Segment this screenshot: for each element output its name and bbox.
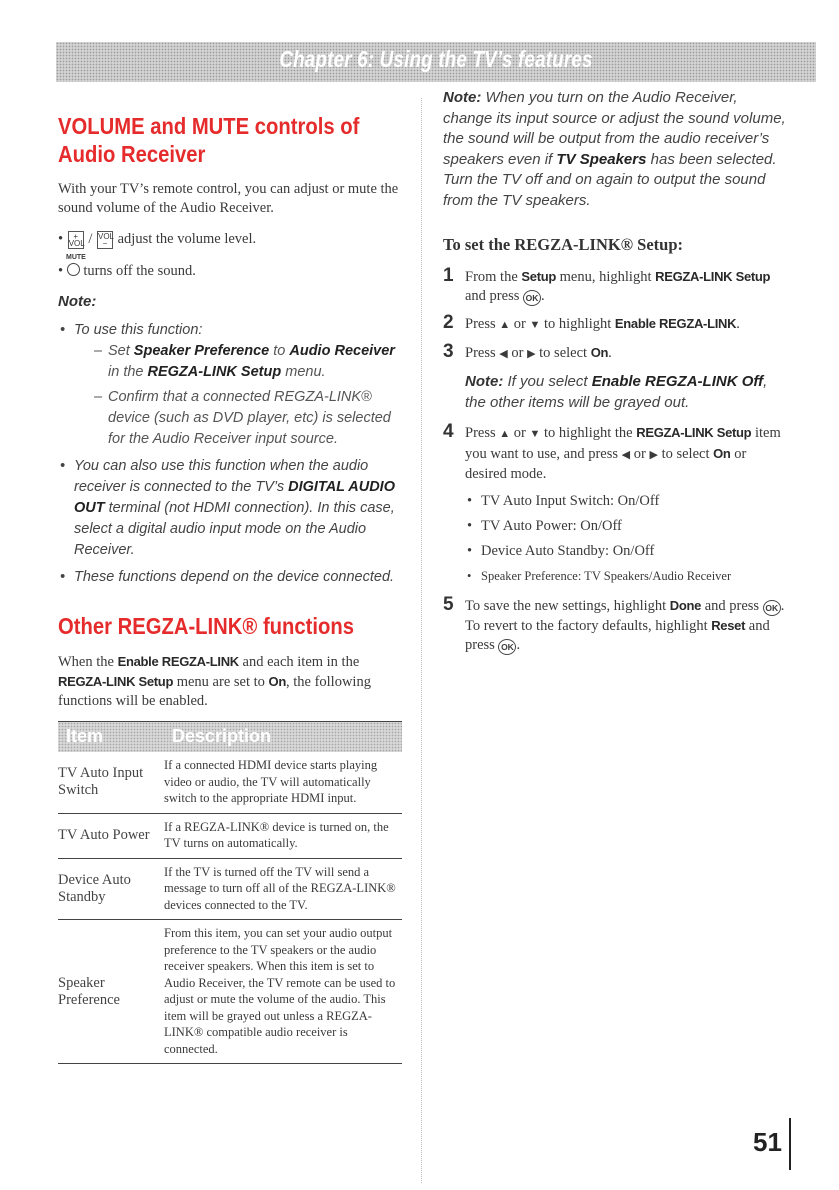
- page-number-rule: [789, 1118, 791, 1170]
- step-1: 1 From the Setup menu, highlight REGZA-LINK Setup and press OK .: [443, 265, 771, 304]
- ok-button-icon: OK: [763, 600, 781, 616]
- list-item: • Device Auto Standby: On/Off: [465, 542, 788, 561]
- col-desc-header: Description: [172, 726, 272, 746]
- col-item-header: Item: [66, 726, 104, 746]
- step-3: 3 Press ◀ or ▶ to select On.: [443, 341, 612, 362]
- left-arrow-icon: ◀: [621, 449, 631, 461]
- down-arrow-icon: ▼: [529, 428, 541, 440]
- step-2: 2 Press ▲ or ▼ to highlight Enable REGZA-LINK.: [443, 312, 740, 333]
- note-item-2: • You can also use this function when the audio receiver is connected to the TV’s DIGITAL AUDIO OUT terminal (not HDMI connection). In this case, select a digital audio input mode on the Audio Receiver.: [58, 456, 402, 561]
- chapter-title: Chapter 6: Using the TV’s features: [279, 46, 593, 72]
- setup-steps: [443, 267, 788, 655]
- option-list: [465, 492, 788, 586]
- functions-table: [58, 721, 402, 1064]
- left-arrow-icon: ◀: [499, 348, 508, 360]
- note-subitem-2: – Confirm that a connected REGZA-LINK® device (such as DVD player, etc) is selected for the Audio Receiver input source.: [96, 387, 402, 450]
- step-4: 4 Press ▲ or ▼ to highlight the REGZA-LINK Setup item you want to use, and press ◀ or ▶ to select On or desired mode. • TV Auto Input Switch: On/Off • TV Auto Power: On/Off • Device Auto Standby: On/Off • Speaker Preference: TV Speakers/Audio Receiver: [443, 423, 788, 586]
- note-item-1: • To use this function: – Set Speaker Preference to Audio Receiver in the REGZA-LINK Setup menu. – Confirm that a connected REGZA-LINK® device (such as DVD player, etc) is selected for the Audio Receiver input source.: [58, 320, 402, 450]
- chapter-header-bar: [56, 42, 816, 82]
- page-number: 51: [753, 1127, 782, 1157]
- table-row: Device Auto Standby If the TV is turned off the TV will send a message to turn off all of the REGZA-LINK® devices connected to the TV.: [58, 859, 402, 921]
- vol-down-key-icon: VOL −: [97, 232, 114, 248]
- note-item-3: • These functions depend on the device connected.: [58, 567, 402, 588]
- up-arrow-icon: ▲: [499, 428, 511, 440]
- step-5: 5 To save the new settings, highlight Done and press OK . To revert to the factory defaults, highlight Reset and press OK .: [443, 594, 785, 653]
- mute-button-icon: [67, 263, 80, 276]
- mute-key-label: MUTE: [66, 254, 86, 261]
- list-item: • Speaker Preference: TV Speakers/Audio Receiver: [465, 567, 788, 586]
- volume-mute-intro: With your TV’s remote control, you can adjust or mute the sound volume of the Audio Receiver.: [58, 181, 399, 216]
- note-label: Note:: [58, 293, 97, 310]
- vol-up-key-icon: + VOL: [68, 232, 85, 248]
- table-row: TV Auto Input Switch If a connected HDMI device starts playing video or audio, the TV will automatically switch to the appropriate HDMI input.: [58, 752, 402, 814]
- table-header: [58, 721, 402, 752]
- note-list: [58, 320, 402, 588]
- table-row: Speaker Preference From this item, you can set your audio output preference to the TV speakers or the audio receiver speakers. When this item is set to Audio Receiver, the TV remote can be used to adjust or mute the volume of the audio. This item will be grayed out unless a REGZA-LINK® compatible audio receiver is connected.: [58, 920, 402, 1064]
- list-item: • TV Auto Input Switch: On/Off: [465, 492, 788, 511]
- mute-bullet: MUTE • turns off the sound.: [58, 254, 402, 281]
- volume-bullet: • + VOL / VOL − adjust the volume level.: [58, 231, 257, 248]
- receiver-note: Note: When you turn on the Audio Receiver, change its input source or adjust the sound volume, the sound will be output from the audio receiver’s speakers even if TV Speakers has been selected. Turn the TV off and on again to output the sound from the TV speakers.: [443, 89, 786, 209]
- right-arrow-icon: ▶: [527, 348, 536, 360]
- volume-bullet-text: adjust the volume level.: [113, 231, 257, 247]
- right-arrow-icon: ▶: [649, 449, 658, 461]
- mute-bullet-text: turns off the sound.: [79, 263, 196, 279]
- other-functions-intro: When the Enable REGZA-LINK and each item in the REGZA-LINK Setup menu are set to On, the following functions will be enabled.: [58, 654, 371, 709]
- column-divider: [421, 98, 422, 1183]
- list-item: • TV Auto Power: On/Off: [465, 517, 788, 536]
- setup-heading: To set the REGZA-LINK® Setup:: [443, 235, 683, 254]
- ok-button-icon: OK: [523, 290, 541, 306]
- up-arrow-icon: ▲: [499, 319, 511, 331]
- ok-button-icon: OK: [498, 639, 516, 655]
- table-row: TV Auto Power If a REGZA-LINK® device is turned on, the TV turns on automatically.: [58, 814, 402, 859]
- note-sublist: [74, 341, 402, 450]
- right-column: [443, 88, 788, 663]
- other-functions-heading: Other REGZA-LINK® functions: [58, 613, 355, 639]
- left-column: [58, 112, 402, 1064]
- step-3-note: Note: If you select Enable REGZA-LINK Off, the other items will be grayed out.: [465, 373, 768, 411]
- note-subitem-1: – Set Speaker Preference to Audio Receiver in the REGZA-LINK Setup menu.: [96, 341, 402, 383]
- down-arrow-icon: ▼: [529, 319, 541, 331]
- volume-mute-heading: VOLUME and MUTE controls of Audio Receiver: [58, 113, 360, 167]
